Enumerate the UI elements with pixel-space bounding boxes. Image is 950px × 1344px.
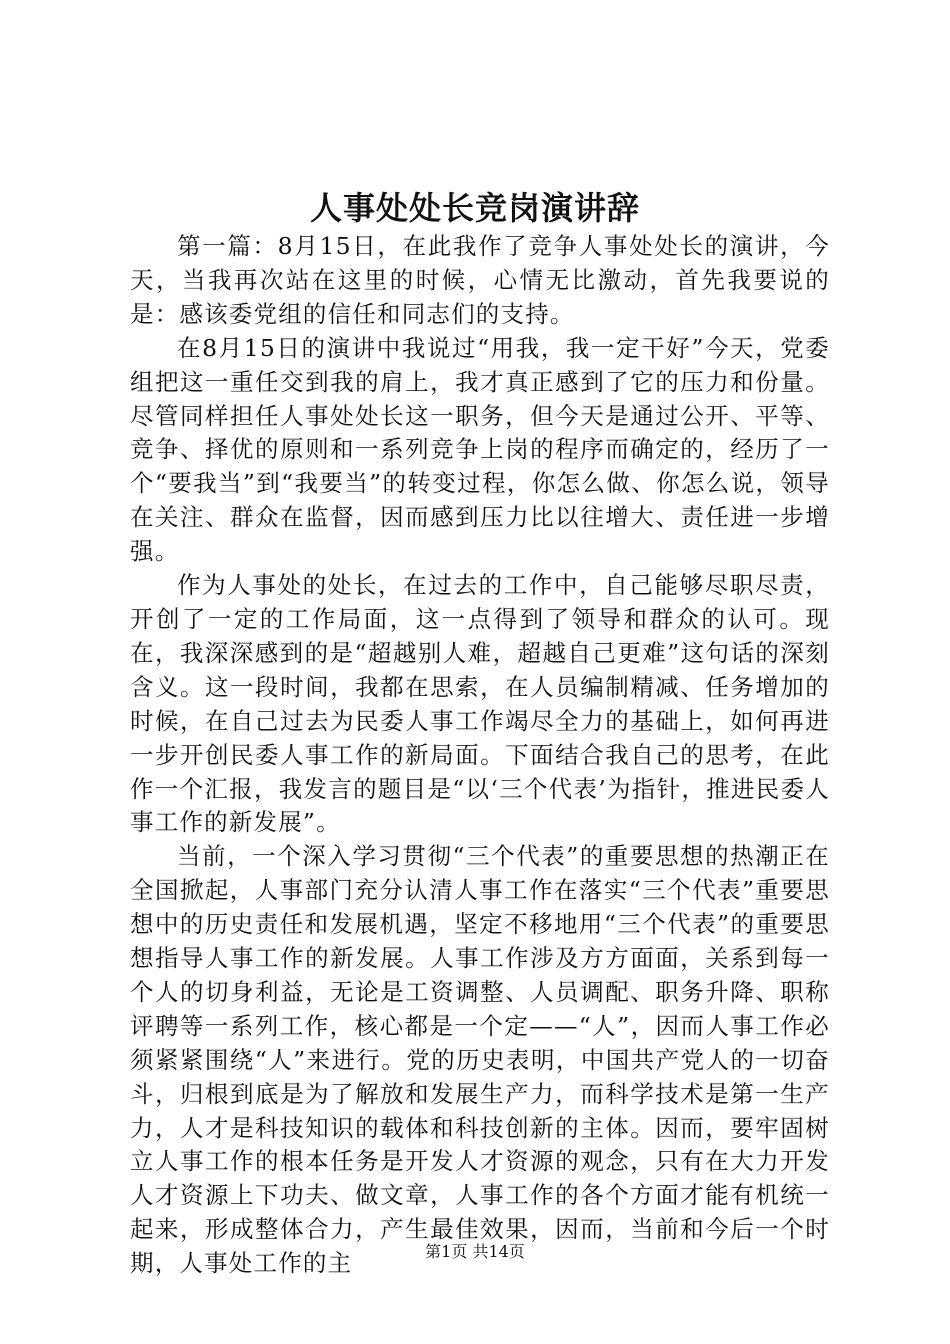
paragraph-4: 当前，一个深入学习贯彻“三个代表”的重要思想的热潮正在全国掀起，人事部门充分认清人事工作在落实“三个代表”重要思想中的历史责任和发展机遇，坚定不移地用“三个代表”的重要思想指导人事工作的新发展。人事工作涉及方方面面，关系到每一个人的切身利益，无论是工资调整、人员调配、职务升降、职称评聘等一系列工作，核心都是一个定——“人”，因而人事工作必须紧紧围绕“人”来进行。党的历史表明，中国共产党人的一切奋斗，归根到底是为了解放和发展生产力，而科学技术是第一生产力，人才是科技知识的载体和科技创新的主体。因而，要牢固树立人事工作的根本任务是开发人才资源的观念，只有在大力开发人才资源上下功夫、做文章，人事工作的各个方面才能有机统一起来，形成整体合力，产生最佳效果，因而，当前和今后一个时期，人事处工作的主 xyxy=(130,842,830,1278)
document-body xyxy=(130,230,830,1281)
page-number: 第1页 共14页 xyxy=(425,1242,525,1261)
document-title: 人事处处长竞岗演讲辞 xyxy=(309,189,640,227)
paragraph-1: 第一篇：8月15日，在此我作了竞争人事处处长的演讲，今天，当我再次站在这里的时候，心情无比激动，首先我要说的是：感该委党组的信任和同志们的支持。 xyxy=(130,232,830,328)
paragraph-2: 在8月15日的演讲中我说过“用我，我一定干好”今天，党委组把这一重任交到我的肩上，我才真正感到了它的压力和份量。尽管同样担任人事处处长这一职务，但今天是通过公开、平等、竞争、择优的原则和一系列竞争上岗的程序而确定的，经历了一个“要我当”到“我要当”的转变过程，你怎么做、你怎么说，领导在关注、群众在监督，因而感到压力比以往增大、责任进一步增强。 xyxy=(130,333,830,566)
paragraph-3: 作为人事处的处长，在过去的工作中，自己能够尽职尽责，开创了一定的工作局面，这一点得到了领导和群众的认可。现在，我深深感到的是“超越别人难，超越自己更难”这句话的深刻含义。这一段时间，我都在思索，在人员编制精减、任务增加的时候，在自己过去为民委人事工作竭尽全力的基础上，如何再进一步开创民委人事工作的新局面。下面结合我自己的思考，在此作一个汇报，我发言的题目是“以‘三个代表’为指针，推进民委人事工作的新发展”。 xyxy=(130,571,830,837)
